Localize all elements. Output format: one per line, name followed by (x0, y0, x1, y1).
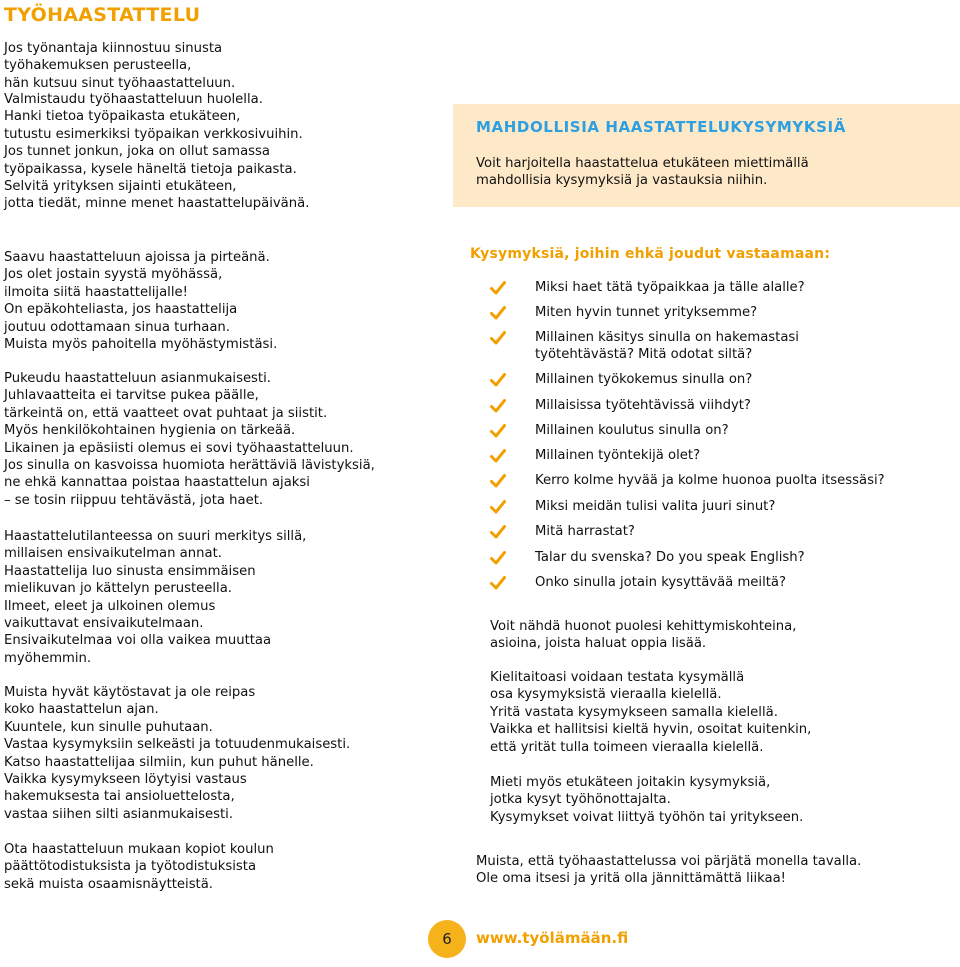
check-icon (490, 473, 506, 489)
question-text: Miksi meidän tulisi valita juuri sinut? (535, 499, 776, 514)
language-paragraph: Kielitaitoasi voidaan testata kysymällä osa kysymyksistä vieraalla kielellä. Yritä vastata kysymykseen samalla kielellä. Vaikka et hallitsisi kieltä hyvin, osoitat kuitenkin, että yrität tulla toimeen vieraalla kielellä. (490, 670, 812, 755)
check-icon (490, 423, 506, 439)
first-impression-paragraph: Haastattelutilanteessa on suuri merkitys sillä, millaisen ensivaikutelman annat. Haastattelija luo sinusta ensimmäisen mielikuvan jo kättelyn perusteella. Ilmeet, eleet ja ulkoinen olemus vaikuttavat ensivaikutelmaan. Ensivaikutelmaa voi olla vaikea muuttaa myöhemmin. (4, 529, 307, 666)
intro-paragraph: Jos työnantaja kiinnostuu sinusta työhakemuksen perusteella, hän kutsuu sinut työhaastatteluun. (4, 41, 236, 91)
manners-paragraph: Muista hyvät käytöstavat ja ole reipas koko haastattelun ajan. Kuuntele, kun sinulle puhutaan. Vastaa kysymyksiin selkeästi ja totuudenmukaisesti. Katso haastattelijaa silmiin, kun puhut hänelle. Vaikka kysymykseen löytyisi vastaus hakemuksesta tai ansioluettelosta, vastaa siihen silti asianmukaisesti. (4, 685, 351, 822)
info-box-text: Voit harjoitella haastattelua etukäteen miettimällä mahdollisia kysymyksiä ja vastauksia niihin. (476, 156, 809, 189)
question-text: Millainen käsitys sinulla on hakemastasi työtehtävästä? Mitä odotat siltä? (535, 330, 799, 363)
check-icon (490, 280, 506, 296)
weakness-paragraph: Voit nähdä huonot puolesi kehittymiskohteina, asioina, joista haluat oppia lisää. (490, 619, 797, 652)
question-text: Mitä harrastat? (535, 524, 635, 539)
page-title: TYÖHAASTATTELU (4, 4, 201, 26)
page-number: 6 (428, 920, 466, 958)
question-text: Miksi haet tätä työpaikkaa ja tälle alalle? (535, 280, 805, 295)
check-icon (490, 575, 506, 591)
question-text: Millaisissa työtehtävissä viihdyt? (535, 398, 751, 413)
check-icon (490, 372, 506, 388)
questions-heading: Kysymyksiä, joihin ehkä joudut vastaamaan: (470, 246, 831, 262)
closing-paragraph: Muista, että työhaastattelussa voi pärjätä monella tavalla. Ole oma itsesi ja yritä olla jännittämättä liikaa! (476, 854, 862, 887)
info-box-title: MAHDOLLISIA HAASTATTELUKYSYMYKSIÄ (476, 118, 846, 136)
clothing-paragraph: Pukeudu haastatteluun asianmukaisesti. Juhlavaatteita ei tarvitse pukea päälle, tärkeintä on, että vaatteet ovat puhtaat ja siistit. Myös henkilökohtainen hygienia on tärkeää. Likainen ja epäsiisti olemus ei sovi työhaastatteluun. Jos sinulla on kasvoissa huomiota herättäviä lävistyksiä, ne ehkä kannattaa poistaa haastattelun ajaksi – se tosin riippuu tehtävästä, jota haet. (4, 371, 375, 508)
question-text: Talar du svenska? Do you speak English? (535, 550, 805, 565)
documents-paragraph: Ota haastatteluun mukaan kopiot koulun päättötodistuksista ja työtodistuksista sekä muista osaamisnäytteistä. (4, 842, 274, 892)
check-icon (490, 398, 506, 414)
question-text: Kerro kolme hyvää ja kolme huonoa puolta itsessäsi? (535, 473, 885, 488)
check-icon (490, 499, 506, 515)
check-icon (490, 330, 506, 346)
website-link[interactable]: www.työlämään.fi (476, 929, 629, 947)
question-text: Onko sinulla jotain kysyttävää meiltä? (535, 575, 786, 590)
check-icon (490, 305, 506, 321)
ask-questions-paragraph: Mieti myös etukäteen joitakin kysymyksiä, jotka kysyt työhönottajalta. Kysymykset voivat liittyä työhön tai yritykseen. (490, 775, 804, 825)
check-icon (490, 448, 506, 464)
question-text: Millainen työkokemus sinulla on? (535, 372, 753, 387)
question-text: Millainen koulutus sinulla on? (535, 423, 729, 438)
preparation-paragraph: Valmistaudu työhaastatteluun huolella. Hanki tietoa työpaikasta etukäteen, tutustu esimerkiksi työpaikan verkkosivuihin. Jos tunnet jonkun, joka on ollut samassa työpaikassa, kysele häneltä tietoja paikasta. Selvitä yrityksen sijainti etukäteen, jotta tiedät, minne menet haastattelupäivänä. (4, 92, 310, 212)
punctuality-paragraph: Saavu haastatteluun ajoissa ja pirteänä. Jos olet jostain syystä myöhässä, ilmoita siitä haastattelijalle! On epäkohteliasta, jos haastattelija joutuu odottamaan sinua turhaan. Muista myös pahoitella myöhästymistäsi. (4, 250, 278, 353)
check-icon (490, 550, 506, 566)
question-text: Miten hyvin tunnet yrityksemme? (535, 305, 758, 320)
question-text: Millainen työntekijä olet? (535, 448, 701, 463)
check-icon (490, 524, 506, 540)
